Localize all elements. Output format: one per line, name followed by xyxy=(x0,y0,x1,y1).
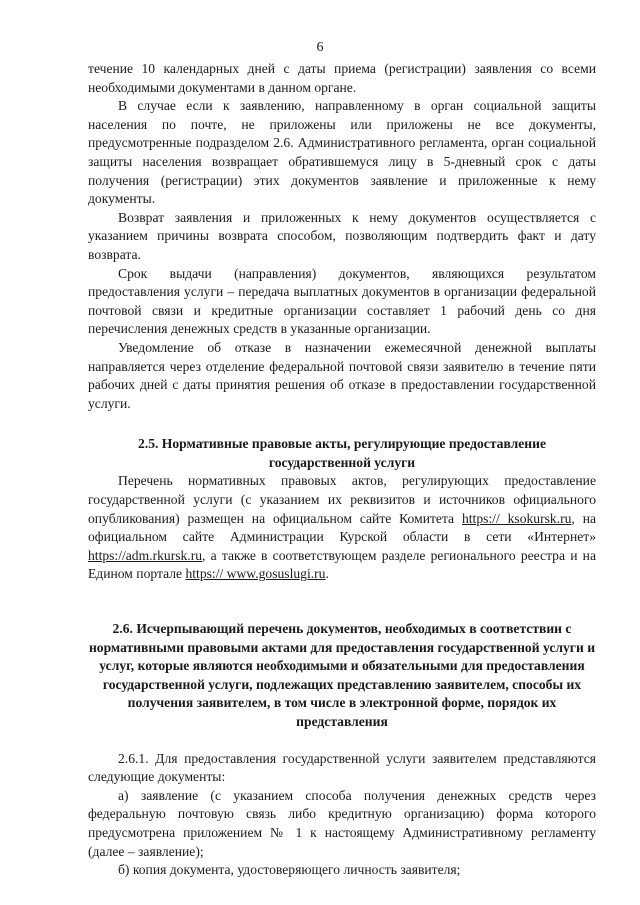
paragraph-2-6-1: 2.6.1. Для предоставления государственной услуги заявителем представляются следующие документы: xyxy=(88,750,596,785)
link-ksokursk[interactable]: https:// ksokursk.ru xyxy=(461,510,572,526)
paragraph: Уведомление об отказе в назначении ежемесячной денежной выплаты направляется через отделение федеральной почтовой связи заявителю в течение пяти рабочих дней с даты принятия решения об отказе в предоставлении государственной услуги. xyxy=(88,339,596,411)
link-gosuslugi[interactable]: https:// www.gosuslugi.ru xyxy=(185,566,326,582)
paragraph-legal-acts: Перечень нормативных правовых актов, регулирующих предоставление государственной услуги (с указанием их реквизитов и источников официального опубликования) размещен на официальном сайте Комитета https:// ksokursk.ru, на официальном сайте Администрации Курской области в сети «Интернет» https://adm.rkursk.ru, а также в соответствующем разделе регионального реестра и на Едином портале https:// www.gosuslugi.ru. xyxy=(88,473,596,582)
document-list xyxy=(88,750,596,880)
paragraph: Возврат заявления и приложенных к нему документов осуществляется с указанием причины возврата способом, позволяющим подтвердить факт и дату возврата. xyxy=(88,209,596,262)
section-heading-2-5: 2.5. Нормативные правовые акты, регулирующие предоставление государственной услуги xyxy=(138,436,546,470)
section-heading-2-6: 2.6. Исчерпывающий перечень документов, необходимых в соответствии с нормативными правовыми актами для предоставления государственной услуги и услуг, которые являются необходимыми и обязательными для предоставления государственной услуги, подлежащих представлению заявителем, способы их получения заявителем, в том числе в электронной форме, порядок их представления xyxy=(88,621,596,729)
paragraph: Срок выдачи (направления) документов, являющихся результатом предоставления услуги – передача выплатных документов в организации федеральной почтовой связи и кредитные организации составляет 1 рабочий день со дня перечисления денежных средств в указанные организации. xyxy=(88,265,596,337)
document-body xyxy=(88,60,596,880)
link-adm-rkursk[interactable]: https://adm.rkursk.ru xyxy=(88,547,203,563)
paragraph: В случае если к заявлению, направленному в орган социальной защиты населения по почте, не приложены или приложены не все документы, предусмотренные подразделом 2.6. Административного регламента, орган социальной защиты населения возвращает обратившемуся лицу в 5-дневный срок с даты получения (регистрации) этих документов заявление и приложенные к нему документы. xyxy=(88,98,596,207)
list-item: б) копия документа, удостоверяющего личность заявителя; xyxy=(118,862,461,878)
list-item: а) заявление (с указанием способа получения денежных средств через федеральную почтовую связь либо кредитную организацию) форма которого предусмотрена приложением № 1 к настоящему Административному регламенту (далее – заявление); xyxy=(88,787,596,859)
paragraph: течение 10 календарных дней с даты приема (регистрации) заявления со всеми необходимыми документами в данном органе. xyxy=(88,61,596,95)
page-number: 6 xyxy=(316,40,324,55)
